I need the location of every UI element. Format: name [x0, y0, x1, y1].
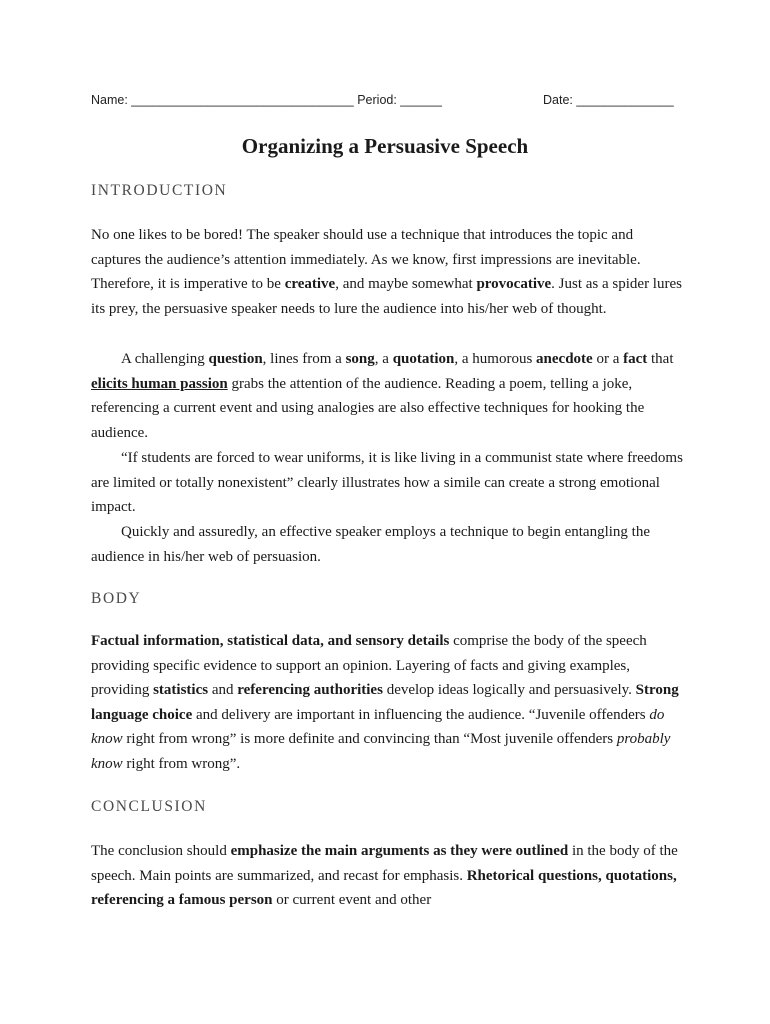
emphasis-rhetorical-questions: Rhetorical questions, quotations, referencing a famous person [91, 867, 677, 909]
page-title: Organizing a Persuasive Speech [241, 134, 529, 158]
introduction-paragraph-1: No one likes to be bored! The speaker should use a technique that introduces the topic and captures the audience’s attention immediately. As we know, first impressions are inevitable. Therefore, it is imperative to be creative, and maybe somewhat provocative. Just as a spider lures its prey, the persuasive speaker needs to lure the audience into his/her web of thought. [91, 227, 682, 317]
name-period-line: Name: ________________________________ Period: ______ [91, 93, 443, 107]
emphasis-strong-language-choice: Strong language choice [91, 682, 679, 723]
introduction-paragraph-2: A challenging question, lines from a song, a quotation, a humorous anecdote or a fact that elicits human passion grabs the attention of the audience. Reading a poem, telling a joke, referencing a current event and using analogies are also effective techniques for hooking the audience. [91, 351, 674, 441]
emphasis-fact: fact [623, 351, 648, 367]
body-paragraph-1: Factual information, statistical data, and sensory details comprise the body of the speech providing specific evidence to support an opinion. Layering of facts and giving examples, providing statistics and referencing authorities develop ideas logically and persuasively. Strong language choice and delivery are important in influencing the audience. “Juvenile offenders do know right from wrong” is more definite and convincing than “Most juvenile offenders probably know right from wrong”. [91, 633, 679, 772]
conclusion-heading: CONCLUSION [91, 798, 207, 815]
emphasis-creative: creative [284, 276, 336, 293]
emphasis-anecdote: anecdote [536, 351, 593, 367]
emphasis-quotation: quotation [392, 351, 455, 367]
emphasis-referencing-authorities: referencing authorities [237, 682, 383, 699]
emphasis-main-arguments: emphasize the main arguments as they were outlined [230, 843, 569, 859]
emphasis-provocative: provocative [476, 276, 552, 293]
emphasis-statistics: statistics [153, 682, 209, 699]
emphasis-probably-know: probably know [91, 731, 671, 772]
emphasis-factual-information: Factual information, statistical data, and sensory details [91, 633, 450, 649]
body-heading: BODY [91, 590, 142, 607]
emphasis-song: song [345, 351, 375, 367]
introduction-paragraph-3: “If students are forced to wear uniforms, it is like living in a communist state where freedoms are limited or totally nonexistent” clearly illustrates how a simile can create a strong emotional impact. [91, 450, 683, 516]
introduction-paragraph-4: Quickly and assuredly, an effective speaker employs a technique to begin entangling the audience in his/her web of persuasion. [91, 524, 650, 565]
introduction-heading: INTRODUCTION [91, 182, 228, 199]
emphasis-elicits-human-passion: elicits human passion [91, 375, 228, 392]
emphasis-do-know: do know [91, 706, 665, 748]
emphasis-question: question [208, 351, 263, 367]
conclusion-paragraph-1: The conclusion should emphasize the main arguments as they were outlined in the body of the speech. Main points are summarized, and recast for emphasis. Rhetorical questions, quotations, referencing a famous person or current event and other [91, 843, 678, 909]
date-line: Date: ______________ [543, 93, 674, 107]
